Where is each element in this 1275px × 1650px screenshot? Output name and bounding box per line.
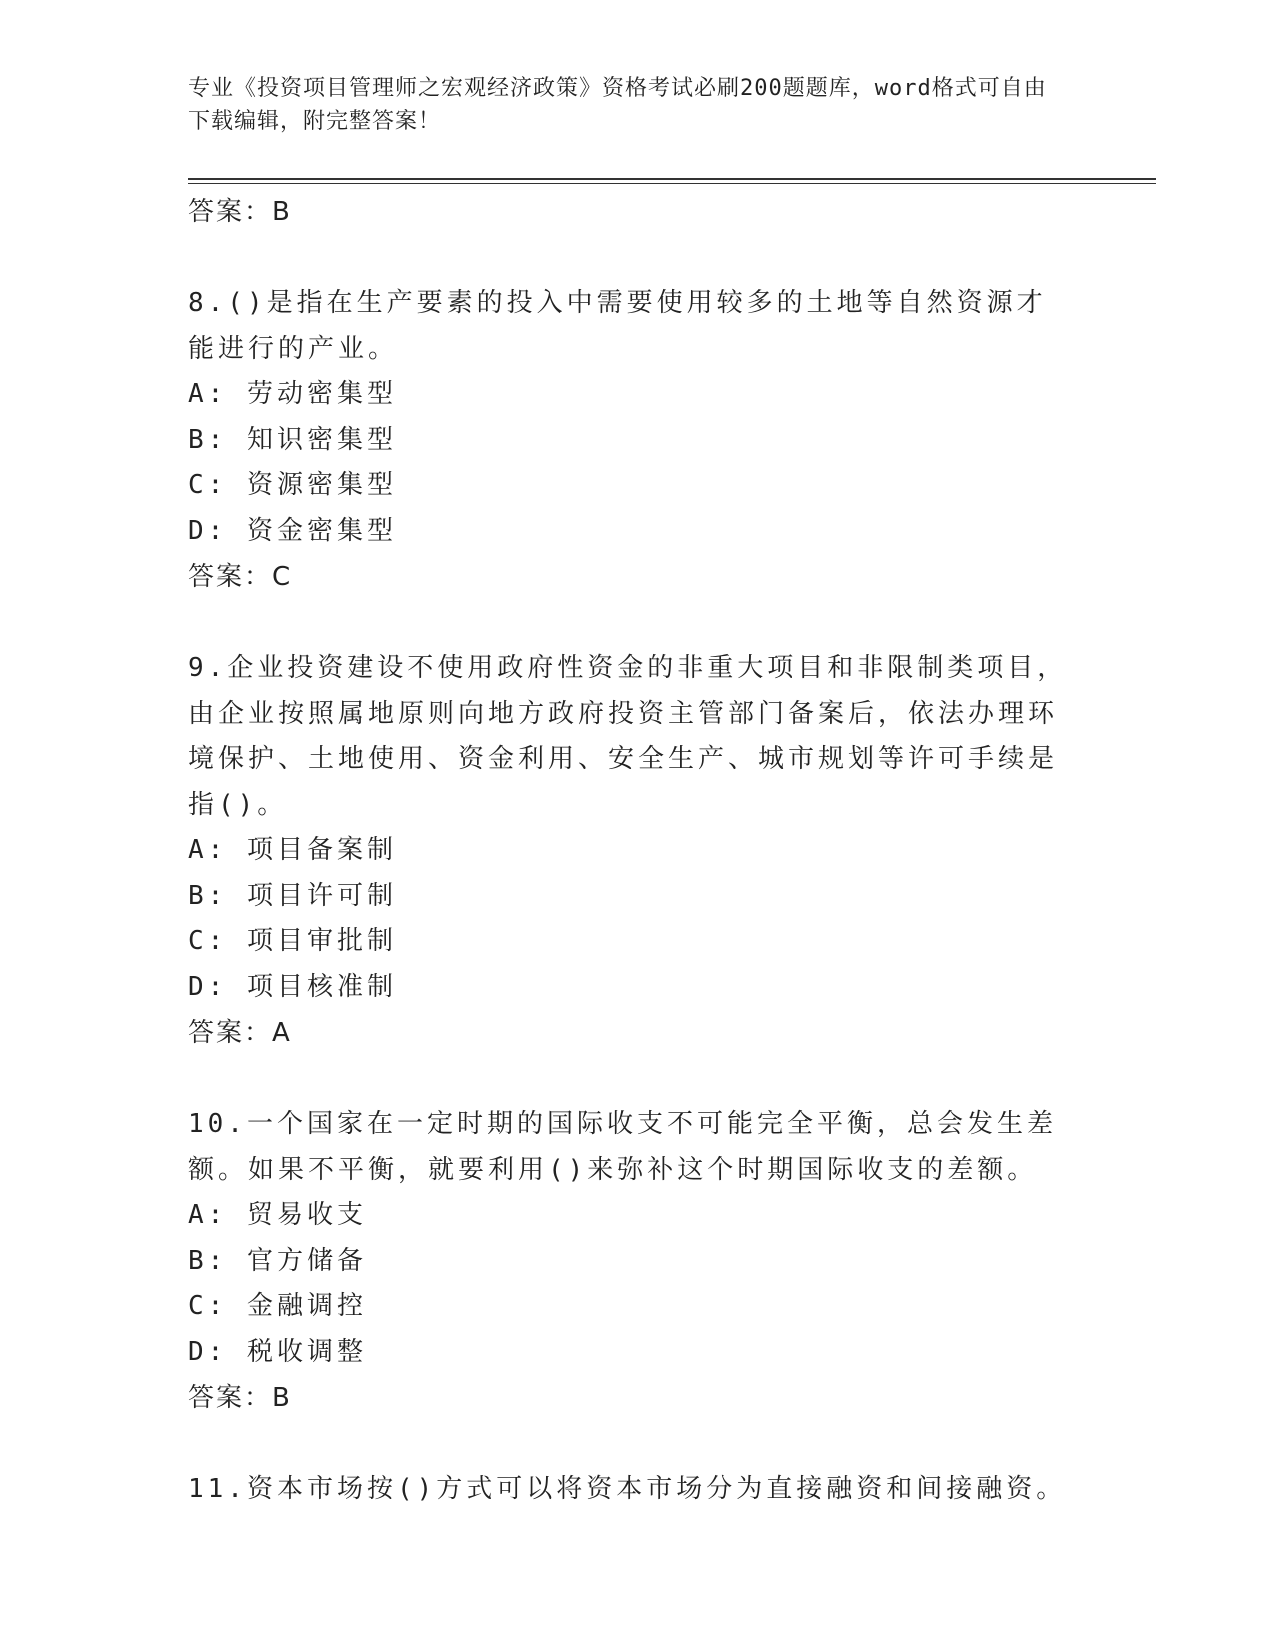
question-block: [188, 646, 1068, 1056]
answer-label: 答案：: [188, 562, 273, 592]
option-c: [188, 1284, 1068, 1330]
option-a: [188, 828, 1068, 874]
question-block: [188, 1467, 1068, 1513]
question-text: 10.一个国家在一定时期的国际收支不可能完全平衡，总会发生差额。如果不平衡，就要利用()来弥补这个时期国际收支的差额。: [188, 1109, 1057, 1185]
option-letter: A:: [188, 379, 228, 409]
option-text: 劳动密集型: [246, 379, 397, 409]
answer-value: A: [272, 1018, 292, 1048]
option-c: [188, 919, 1068, 965]
option-text: 项目审批制: [246, 926, 397, 956]
question-text: 9.企业投资建设不使用政府性资金的非重大项目和非限制类项目，由企业按照属地原则向地方政府投资主管部门备案后，依法办理环境保护、土地使用、资金利用、安全生产、城市规划等许可手续是指()。: [188, 653, 1068, 820]
document-header: 专业《投资项目管理师之宏观经济政策》资格考试必刷200题题库，word格式可自由下载编辑，附完整答案！: [188, 76, 1047, 134]
option-text: 官方储备: [246, 1245, 367, 1276]
option-c: [188, 463, 1068, 509]
option-letter: C:: [188, 470, 228, 500]
question-list: [188, 189, 1068, 1513]
option-letter: B:: [188, 1245, 228, 1276]
option-d: [188, 965, 1068, 1011]
question-block: [188, 1102, 1068, 1421]
answer-value: B: [272, 197, 292, 227]
option-letter: D:: [188, 971, 228, 1002]
option-text: 资金密集型: [246, 515, 397, 546]
answer-label: 答案：: [188, 1383, 273, 1413]
option-letter: D:: [188, 1336, 228, 1367]
option-letter: A:: [188, 1200, 228, 1230]
option-letter: C:: [188, 1291, 228, 1321]
option-b: [188, 874, 1068, 920]
answer-value: B: [272, 1383, 292, 1413]
option-text: 项目备案制: [246, 835, 397, 865]
answer-label: 答案：: [188, 197, 273, 227]
question-text: 11.资本市场按()方式可以将资本市场分为直接融资和间接融资。: [188, 1474, 1067, 1504]
option-letter: A:: [188, 835, 228, 865]
option-letter: D:: [188, 515, 228, 546]
option-text: 贸易收支: [246, 1200, 367, 1230]
header-divider: [188, 178, 1156, 180]
option-letter: B:: [188, 424, 228, 455]
option-letter: C:: [188, 926, 228, 956]
option-text: 项目核准制: [246, 971, 397, 1002]
answer-line: [188, 554, 1068, 600]
option-a: [188, 372, 1068, 418]
option-text: 资源密集型: [246, 470, 397, 500]
option-text: 知识密集型: [246, 424, 397, 455]
question-text: 8.()是指在生产要素的投入中需要使用较多的土地等自然资源才能进行的产业。: [188, 288, 1047, 364]
header-divider-thin: [188, 183, 1156, 184]
option-letter: B:: [188, 880, 228, 911]
option-d: [188, 1330, 1068, 1376]
option-text: 税收调整: [246, 1336, 367, 1367]
question-block: [188, 281, 1068, 600]
answer-label: 答案：: [188, 1018, 273, 1048]
answer-value: C: [272, 562, 293, 592]
option-b: [188, 1239, 1068, 1285]
option-a: [188, 1193, 1068, 1239]
option-b: [188, 418, 1068, 464]
answer-line: [188, 1375, 1068, 1421]
option-text: 项目许可制: [246, 880, 397, 911]
option-text: 金融调控: [246, 1291, 367, 1321]
option-d: [188, 509, 1068, 555]
answer-line: [188, 1010, 1068, 1056]
answer-line: [188, 189, 1068, 235]
